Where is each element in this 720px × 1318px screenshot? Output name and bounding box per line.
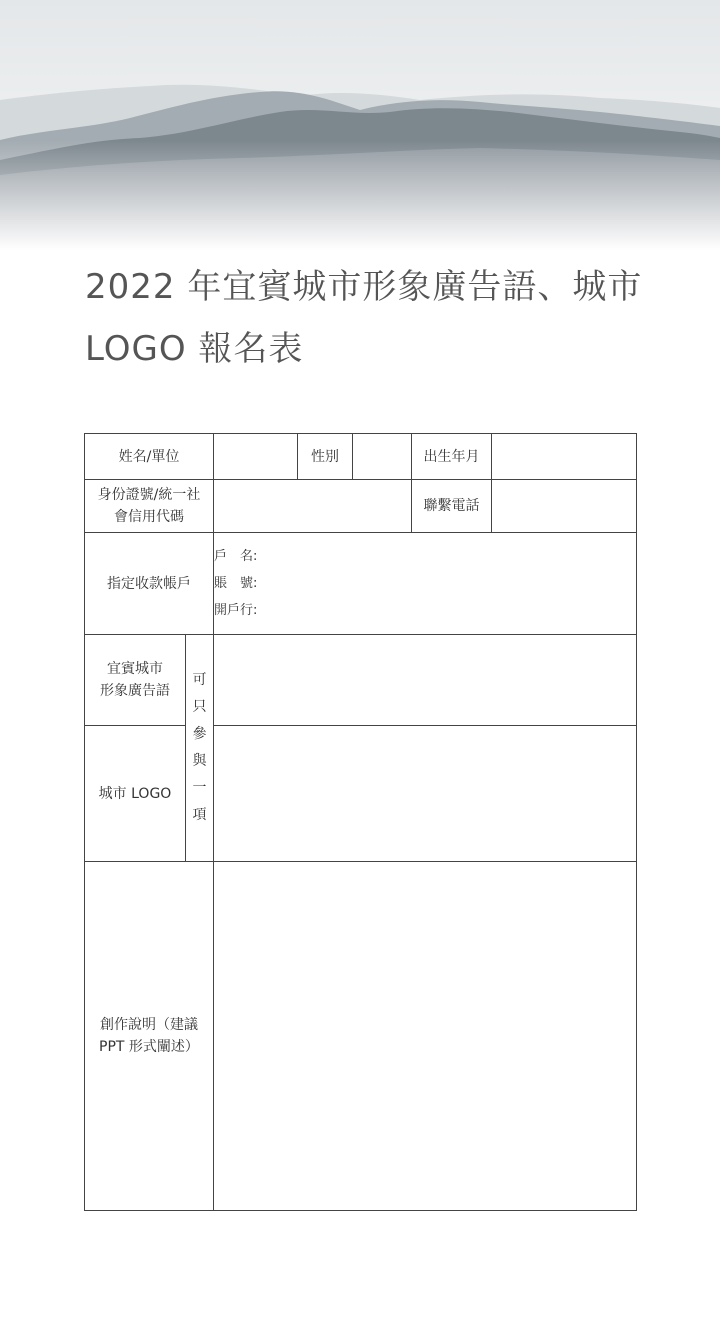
gender-label: 性別: [298, 434, 353, 480]
form-row-slogan: [85, 635, 637, 726]
id-label: [85, 480, 214, 533]
form-row-id: [85, 480, 637, 533]
birth-field[interactable]: [492, 434, 637, 480]
birth-label: 出生年月: [412, 434, 492, 480]
note-char: 參: [192, 726, 207, 742]
only-one-item-note: [186, 635, 214, 862]
slogan-label-line-2: 形象廣告語: [100, 683, 170, 699]
gender-field[interactable]: [353, 434, 412, 480]
description-label-line-2: PPT 形式闡述）: [99, 1039, 199, 1055]
form-row-account: [85, 533, 637, 635]
note-char: 與: [192, 753, 207, 769]
form-row-logo: [85, 726, 637, 862]
slogan-field[interactable]: [214, 635, 637, 726]
phone-field[interactable]: [492, 480, 637, 533]
note-char: 只: [192, 699, 207, 715]
slogan-label-line-1: 宜賓城市: [107, 661, 163, 677]
title-line-1: 2022 年宜賓城市形象廣告語、城市: [85, 267, 643, 307]
account-name-label: 戶 名:: [214, 549, 258, 564]
form-row-name: [85, 434, 637, 480]
mountain-banner-image: [0, 0, 720, 250]
account-bank-label: 開戶行:: [214, 603, 258, 618]
id-label-line-2: 會信用代碼: [114, 509, 184, 525]
slogan-label: [85, 635, 186, 726]
note-char: 可: [192, 672, 207, 688]
id-field[interactable]: [214, 480, 412, 533]
page-title: [85, 256, 675, 380]
id-label-line-1: 身份證號/統一社: [97, 487, 201, 503]
logo-label: 城市 LOGO: [85, 726, 186, 862]
form-row-description: [85, 862, 637, 1211]
phone-label: 聯繫電話: [412, 480, 492, 533]
name-field[interactable]: [214, 434, 298, 480]
name-label: 姓名/單位: [85, 434, 214, 480]
registration-form-table: [84, 433, 637, 1211]
description-label: [85, 862, 214, 1211]
description-label-line-1: 創作說明（建議: [100, 1017, 198, 1033]
account-number-label: 賬 號:: [214, 576, 258, 591]
account-field[interactable]: [214, 533, 637, 635]
note-char: 一: [192, 780, 207, 796]
account-label: 指定收款帳戶: [85, 533, 214, 635]
logo-field[interactable]: [214, 726, 637, 862]
description-field[interactable]: [214, 862, 637, 1211]
title-line-2: LOGO 報名表: [85, 329, 304, 369]
note-char: 項: [192, 807, 207, 823]
